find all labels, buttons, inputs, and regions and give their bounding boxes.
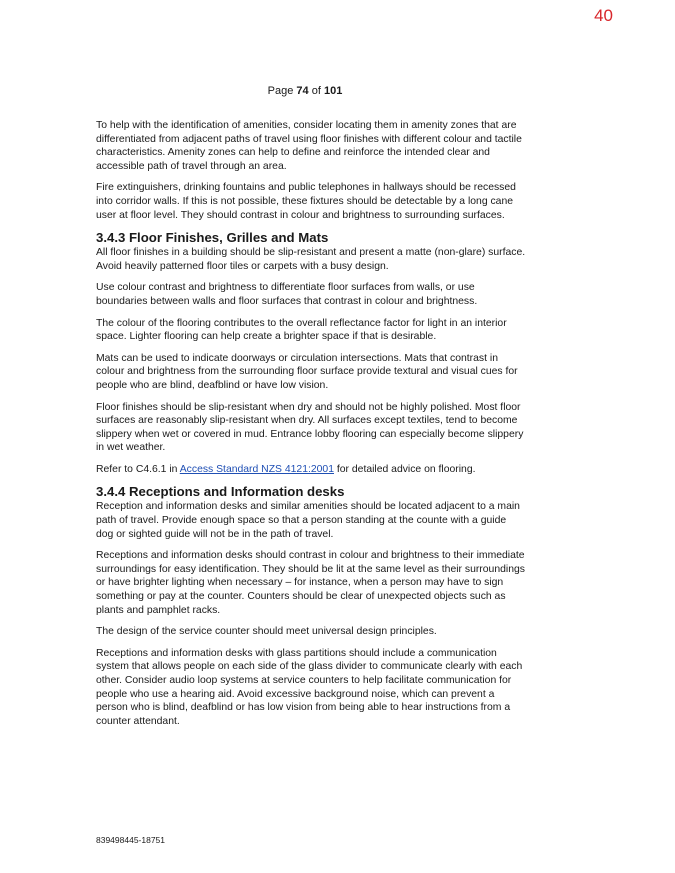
refer-text-after: for detailed advice on flooring. (333, 463, 476, 475)
paragraph-floor-4: Mats can be used to indicate doorways or circulation intersections. Mats that contrast in colour and brightness from the surrounding floor surface provide textural and visual cues for people who are blind, deafblind or have low vision. (96, 352, 518, 391)
paragraph-amenity-zones: To help with the identification of amenities, consider locating them in amenity zones that are differentiated from adjacent paths of travel using floor finishes with different colour and tactile characteristics. Amenity zones can help to define and reinforce the intended clear and accessible path of travel through an area. (96, 120, 522, 172)
document-id: 839498445-18751 (96, 835, 166, 845)
heading-receptions: 3.4.4 Receptions and Information desks (96, 484, 345, 500)
page-header (0, 85, 610, 97)
paragraph-floor-1: All floor finishes in a building should be slip-resistant and present a matte (non-glare) surface. Avoid heavily patterned floor tiles or carpets with a busy design. (96, 247, 526, 272)
paragraph-refer (96, 463, 526, 477)
paragraph-floor-5: Floor finishes should be slip-resistant when dry and should not be highly polished. Most floor surfaces are reasonably slip-resistant when dry. All surfaces except textiles, tend to become slippery when wet or covered in mud. Entrance lobby flooring can especially become slippery in wet weather. (96, 401, 524, 454)
document-body (96, 119, 526, 736)
page-of: of (311, 85, 321, 97)
access-standard-link[interactable]: Access Standard NZS 4121:2001 (179, 463, 334, 475)
paragraph-floor-2: Use colour contrast and brightness to differentiate floor surfaces from walls, or use boundaries between walls and floor surfaces that contrast in colour and brightness. (96, 282, 478, 307)
refer-text-before: Refer to C4.6.1 in (96, 463, 180, 475)
heading-floor-finishes: 3.4.3 Floor Finishes, Grilles and Mats (96, 230, 329, 246)
paragraph-fire-extinguishers: Fire extinguishers, drinking fountains and public telephones in hallways should be recessed into corridor walls. If this is not possible, these fixtures should be detectable by a long cane user at floor level. They should contrast in colour and brightness to surrounding surfaces. (96, 182, 516, 221)
paragraph-reception-1: Reception and information desks and similar amenities should be located adjacent to a main path of travel. Provide enough space so that a person standing at the counte with a guide dog or sighted guide will not be in the path of travel. (96, 501, 520, 540)
paragraph-reception-3: The design of the service counter should meet universal design principles. (96, 626, 437, 638)
corner-page-number: 40 (594, 6, 613, 25)
paragraph-reception-4: Receptions and information desks with glass partitions should include a communication system that allows people on each side of the glass divider to communicate clearly with each other. Consider audio loop systems at service counters to help facilitate communication for people who use a hearing aid. Avoid excessive background noise, which can prevent a person who is blind, deafblind or has low vision from being able to hear instructions from a counter attendant. (96, 647, 523, 727)
current-page: 74 (296, 85, 309, 97)
paragraph-reception-2: Receptions and information desks should contrast in colour and brightness to their immediate surroundings for easy identification. They should be lit at the same level as their surroundings or have brighter lighting when necessary – for instance, when a person may have to sign something or pay at the counter. Counters should be clear of unexpected objects such as plants and pamphlet racks. (96, 550, 525, 616)
paragraph-floor-3: The colour of the flooring contributes to the overall reflectance factor for light in an interior space. Lighter flooring can help create a brighter space if that is desirable. (96, 317, 507, 343)
page-label: Page (267, 85, 294, 97)
total-pages: 101 (323, 85, 343, 97)
